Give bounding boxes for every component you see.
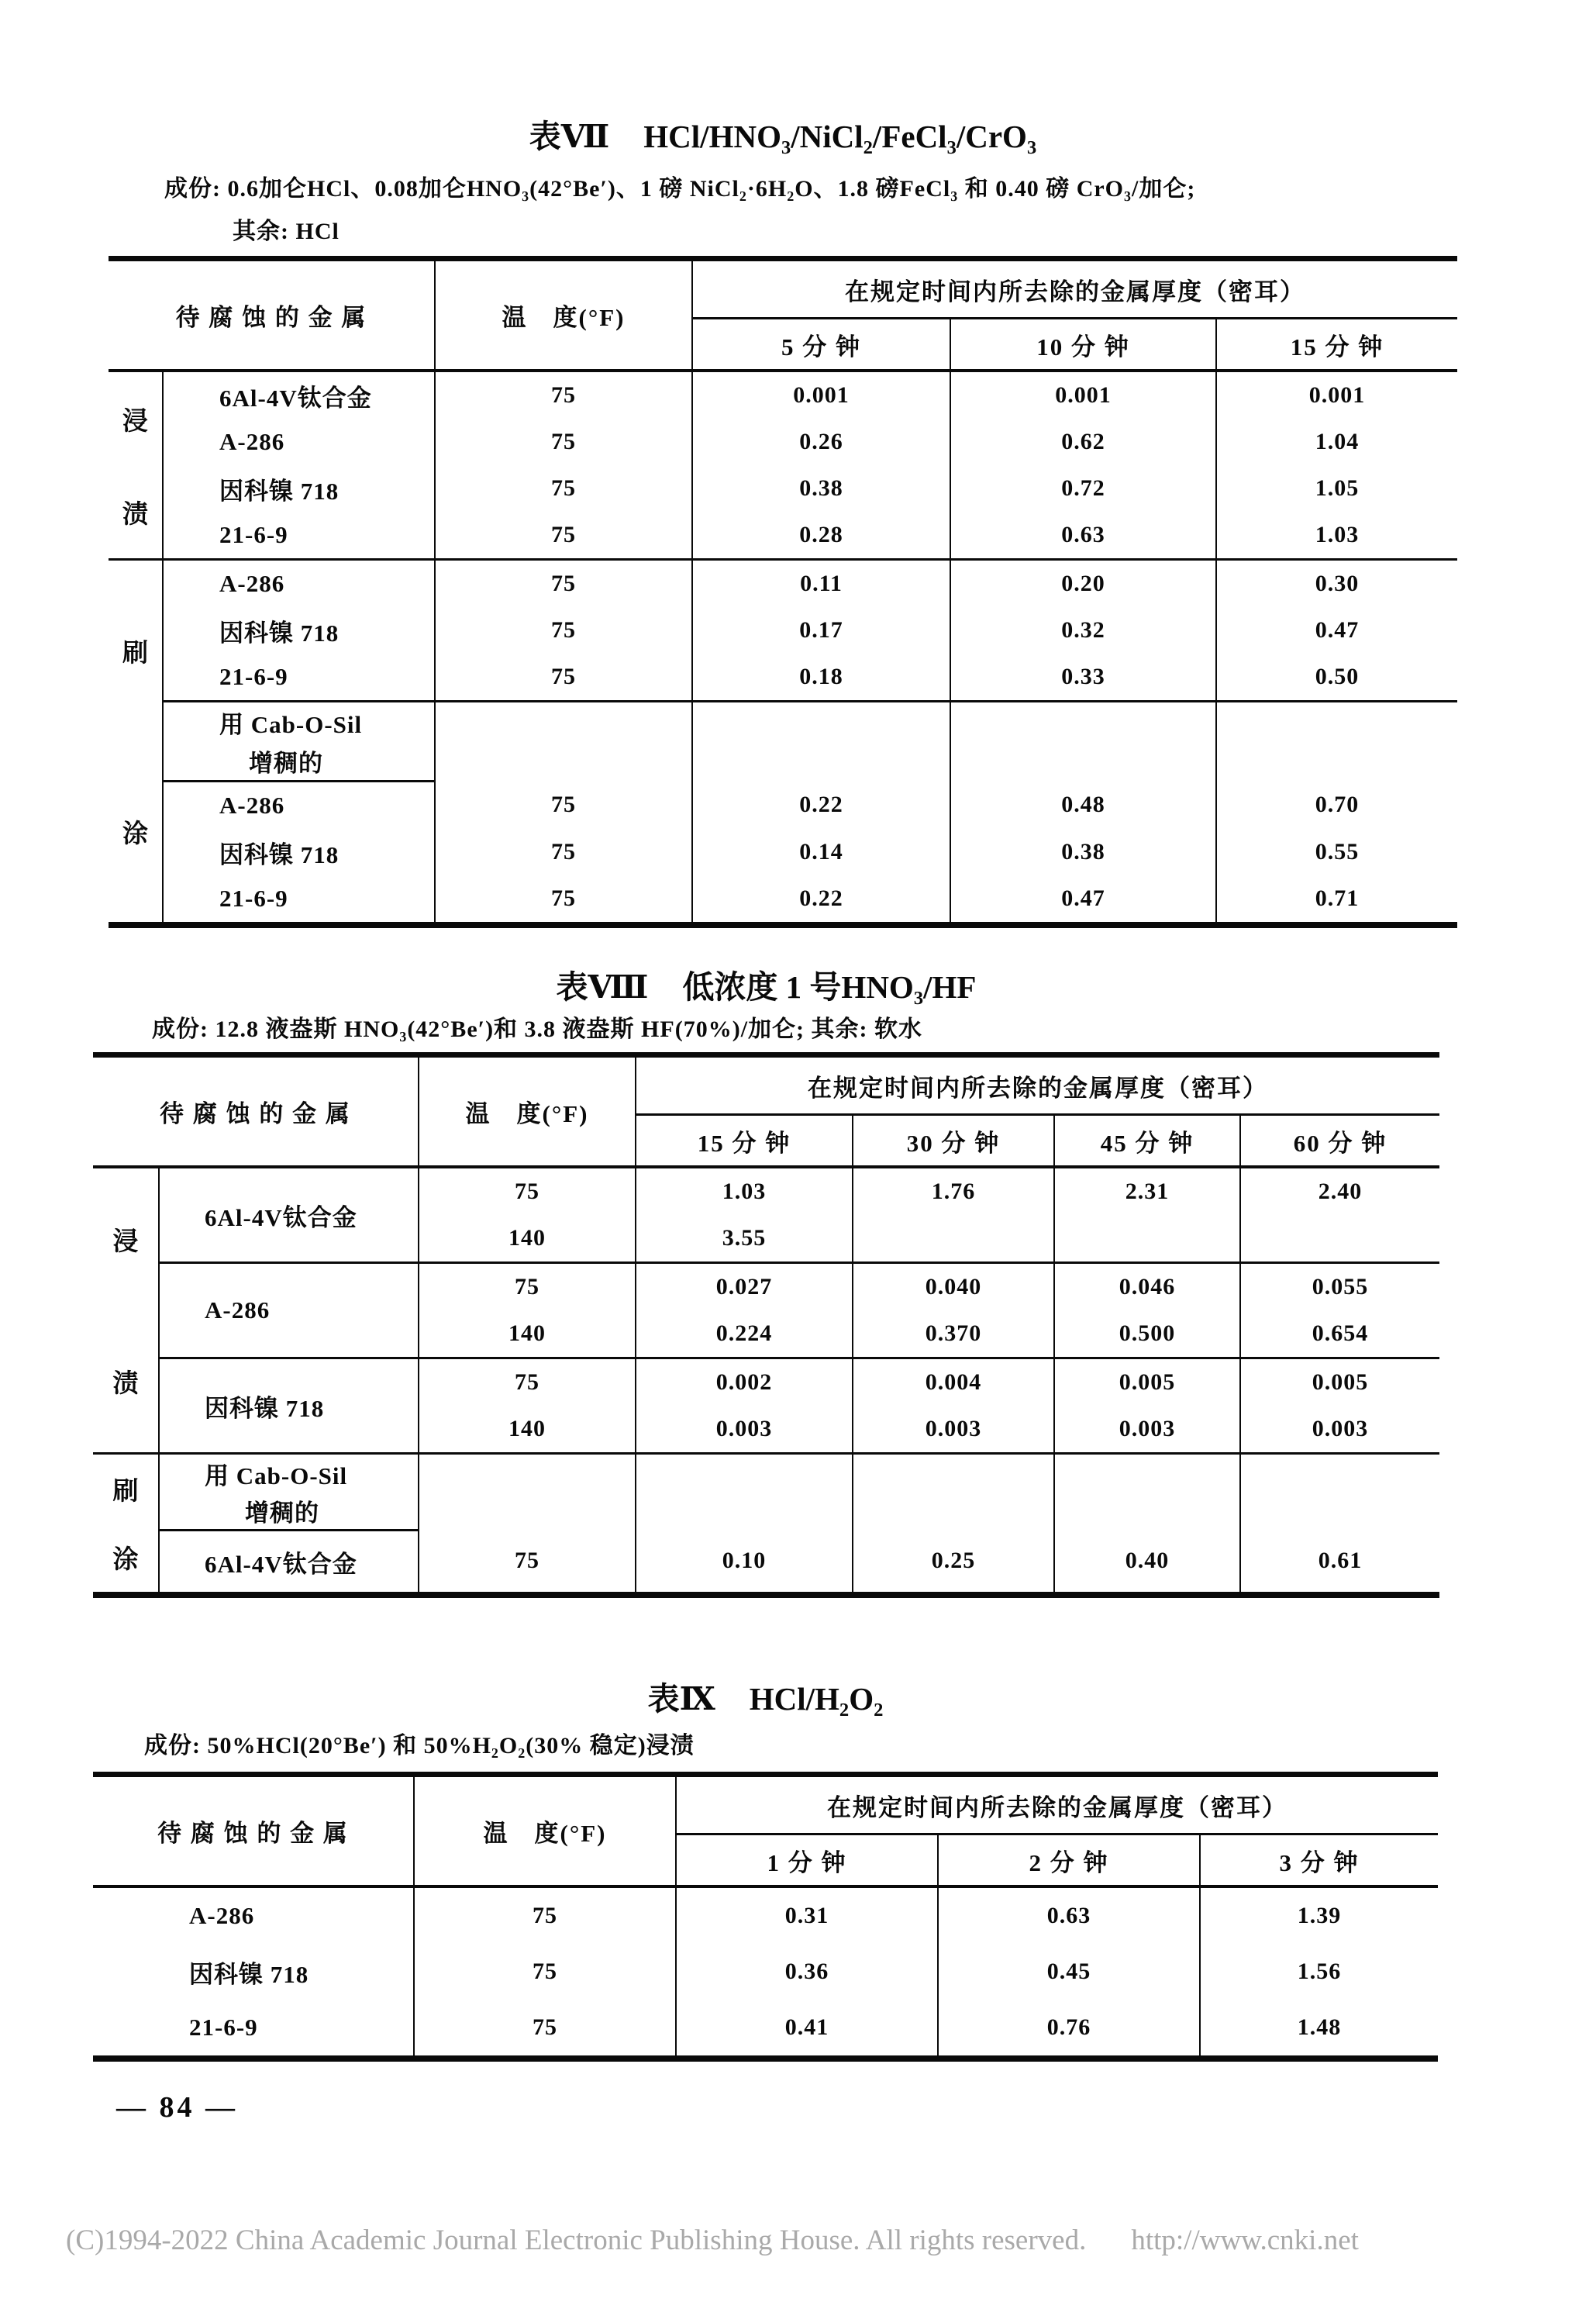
temperature-cell: 75: [414, 1886, 676, 1944]
column-header-time: 2 分 钟: [938, 1834, 1200, 1887]
metal-name-cell: 21-6-9: [163, 512, 435, 560]
metal-name-cell: 因科镍 718: [159, 1358, 419, 1454]
temperature-cell: 75: [435, 607, 692, 654]
column-header-time: 15 分 钟: [1290, 333, 1384, 361]
value-cell: 0.71: [1315, 885, 1360, 911]
value-cell: 0.61: [1318, 1548, 1363, 1574]
value-cell: 0.500: [1054, 1310, 1240, 1358]
column-header-temperature: 温 度(°F): [414, 1775, 676, 1887]
value-cell: 0.004: [853, 1358, 1054, 1406]
value-cell: [692, 702, 950, 742]
value-cell: 0.31: [676, 1886, 938, 1944]
column-header-time: 60 分 钟: [1293, 1129, 1387, 1157]
value-cell: 0.70: [1315, 792, 1360, 818]
value-cell: 0.55: [1315, 839, 1360, 865]
value-cell: 0.41: [676, 2000, 938, 2059]
table-row: [109, 465, 1457, 512]
group-label-char: 渍: [122, 500, 148, 529]
value-cell: 0.003: [636, 1406, 853, 1454]
value-cell: 0.63: [938, 1886, 1200, 1944]
value-cell: 0.001: [692, 371, 950, 419]
temperature-cell: 140: [419, 1406, 636, 1454]
value-cell: 0.654: [1312, 1320, 1369, 1346]
table-viii-formula: 低浓度 1 号HNO₃/HF: [682, 969, 977, 1005]
value-cell: 0.45: [938, 1944, 1200, 2000]
table-row: [109, 702, 1457, 742]
temperature-cell: 75: [435, 654, 692, 702]
value-cell: [1240, 1215, 1439, 1263]
value-cell: [1054, 1454, 1240, 1493]
temperature-cell: 75: [435, 875, 692, 925]
table-row: [109, 419, 1457, 465]
group-label-char: 刷: [122, 640, 148, 668]
page-number: — 84 —: [116, 2091, 238, 2124]
group-label-char: 涂: [112, 1546, 139, 1575]
temperature-cell: 75: [435, 371, 692, 419]
table-ix-title: [93, 1673, 1438, 1719]
column-header-temperature: 温 度(°F): [435, 259, 692, 371]
column-header-time: 10 分 钟: [950, 319, 1216, 371]
value-cell: 0.30: [1216, 560, 1457, 608]
column-header-time: 15 分 钟: [636, 1115, 853, 1168]
group-label-char: 涂: [122, 820, 148, 848]
value-cell: 0.47: [1315, 617, 1360, 643]
table-ix-number: 表Ⅸ: [647, 1681, 715, 1717]
temperature-cell: 75: [419, 1263, 636, 1311]
table-row: [93, 1492, 1439, 1531]
table-vii-body: [109, 371, 1457, 925]
table-viii-title: [93, 961, 1439, 1007]
value-cell: 0.14: [692, 829, 950, 875]
value-cell: 0.055: [1240, 1263, 1439, 1311]
table-row: [93, 1167, 1439, 1215]
row-group-label: [109, 560, 163, 926]
value-cell: [853, 1215, 1054, 1263]
table-row: [109, 560, 1457, 608]
value-cell: 1.04: [1315, 429, 1360, 454]
value-cell: 1.56: [1297, 1959, 1342, 1984]
table-row: [109, 741, 1457, 782]
metal-name-cell: 21-6-9: [93, 2000, 414, 2059]
table-row: [93, 1531, 1439, 1596]
value-cell: [692, 741, 950, 782]
table-vii: [109, 256, 1457, 928]
table-row: [93, 1886, 1438, 1944]
column-header-time: 30 分 钟: [853, 1115, 1054, 1168]
temperature-cell: 75: [414, 2000, 676, 2059]
value-cell: [950, 741, 1216, 782]
metal-name-cell: 6Al-4V钛合金: [163, 371, 435, 419]
value-cell: 0.33: [950, 654, 1216, 702]
value-cell: 0.003: [1054, 1406, 1240, 1454]
metal-name-cell: A-286: [163, 782, 435, 830]
value-cell: 1.03: [1315, 522, 1360, 547]
value-cell: 0.027: [636, 1263, 853, 1311]
value-cell: 0.18: [692, 654, 950, 702]
column-header-metal: 待 腐 蚀 的 金 属: [93, 1775, 414, 1887]
value-cell: [853, 1492, 1054, 1531]
group-label-char: 渍: [112, 1370, 139, 1398]
table-row: [109, 782, 1457, 830]
value-cell: [1054, 1492, 1240, 1531]
column-header-thickness-removed: 在规定时间内所去除的金属厚度（密耳）: [692, 259, 1457, 319]
table-row: [109, 512, 1457, 560]
value-cell: 2.31: [1054, 1167, 1240, 1215]
temperature-cell: 75: [435, 465, 692, 512]
row-group-label: [109, 371, 163, 560]
value-cell: 0.002: [636, 1358, 853, 1406]
value-cell: [1216, 741, 1457, 782]
value-cell: 0.28: [692, 512, 950, 560]
temperature-cell: [435, 702, 692, 742]
value-cell: 0.22: [692, 782, 950, 830]
value-cell: 0.63: [950, 512, 1216, 560]
table-viii-header: [93, 1055, 1439, 1168]
temperature-cell: 75: [435, 782, 692, 830]
value-cell: 0.005: [1054, 1358, 1240, 1406]
metal-name-cell: 21-6-9: [163, 654, 435, 702]
value-cell: 2.40: [1318, 1179, 1363, 1204]
value-cell: 1.03: [636, 1167, 853, 1215]
value-cell: 0.32: [950, 607, 1216, 654]
value-cell: 0.76: [938, 2000, 1200, 2059]
metal-name-cell: 21-6-9: [163, 875, 435, 925]
table-vii-title: [109, 111, 1457, 157]
copyright-url: http://www.cnki.net: [1131, 2224, 1359, 2256]
metal-name-cell: 用 Cab-O-Sil: [159, 1454, 419, 1493]
table-row: [109, 371, 1457, 419]
value-cell: 0.47: [950, 875, 1216, 925]
temperature-cell: 75: [435, 829, 692, 875]
value-cell: 0.48: [950, 782, 1216, 830]
value-cell: 0.25: [853, 1531, 1054, 1596]
column-header-time: 1 分 钟: [676, 1834, 938, 1887]
metal-name-cell: 6Al-4V钛合金: [159, 1531, 419, 1596]
temperature-cell: [435, 741, 692, 782]
table-row: [109, 654, 1457, 702]
column-header-time: 45 分 钟: [1054, 1115, 1240, 1168]
temperature-cell: 75: [419, 1358, 636, 1406]
value-cell: 1.76: [853, 1167, 1054, 1215]
metal-name-cell: 因科镍 718: [163, 607, 435, 654]
table-row: [109, 607, 1457, 654]
value-cell: [1240, 1454, 1439, 1493]
temperature-cell: 140: [419, 1215, 636, 1263]
temperature-cell: 75: [419, 1167, 636, 1215]
value-cell: 0.20: [950, 560, 1216, 608]
value-cell: [1240, 1492, 1439, 1531]
value-cell: 0.003: [853, 1406, 1054, 1454]
value-cell: 1.48: [1297, 2014, 1342, 2040]
table-ix-body: [93, 1886, 1438, 2059]
metal-name-cell: 增稠的: [159, 1492, 419, 1531]
table-row: [93, 1454, 1439, 1493]
value-cell: 0.10: [636, 1531, 853, 1596]
table-ix: [93, 1772, 1438, 2062]
value-cell: 0.001: [1308, 382, 1366, 408]
value-cell: 0.62: [950, 419, 1216, 465]
value-cell: 0.040: [853, 1263, 1054, 1311]
group-label-char: 浸: [112, 1228, 139, 1256]
metal-name-cell: A-286: [93, 1886, 414, 1944]
value-cell: [853, 1454, 1054, 1493]
metal-name-cell: 因科镍 718: [163, 829, 435, 875]
copyright-text: (C)1994-2022 China Academic Journal Electronic Publishing House. All rights reserved.: [66, 2224, 1087, 2256]
column-header-thickness-removed: 在规定时间内所去除的金属厚度（密耳）: [676, 1775, 1438, 1834]
row-group-label: [93, 1454, 159, 1596]
value-cell: 0.005: [1240, 1358, 1439, 1406]
table-ix-composition-line1: 成份: 50%HCl(20°Be′) 和 50%H₂O₂(30% 稳定)浸渍: [144, 1733, 695, 1758]
table-ix-header: [93, 1775, 1438, 1887]
value-cell: 0.11: [692, 560, 950, 608]
row-group-label: [93, 1167, 159, 1454]
value-cell: 0.72: [950, 465, 1216, 512]
value-cell: 0.50: [1315, 664, 1360, 689]
value-cell: 0.003: [1312, 1416, 1369, 1441]
column-header-time: 3 分 钟: [1279, 1848, 1360, 1876]
temperature-cell: [419, 1492, 636, 1531]
table-row: [93, 1944, 1438, 2000]
value-cell: 0.370: [853, 1310, 1054, 1358]
column-header-metal: 待 腐 蚀 的 金 属: [109, 259, 435, 371]
value-cell: [636, 1492, 853, 1531]
metal-name-cell: 增稠的: [163, 741, 435, 782]
table-vii-number: 表Ⅶ: [529, 119, 610, 154]
column-header-temperature: 温 度(°F): [419, 1055, 636, 1168]
table-row: [109, 829, 1457, 875]
value-cell: [1054, 1215, 1240, 1263]
value-cell: 0.38: [950, 829, 1216, 875]
table-vii-composition-line2: 其余: HCl: [233, 219, 340, 244]
temperature-cell: 75: [435, 512, 692, 560]
table-viii: [93, 1052, 1439, 1598]
table-vii-header: [109, 259, 1457, 371]
column-header-time: 5 分 钟: [692, 319, 950, 371]
metal-name-cell: 用 Cab-O-Sil: [163, 702, 435, 742]
metal-name-cell: 因科镍 718: [163, 465, 435, 512]
metal-name-cell: 因科镍 718: [93, 1944, 414, 2000]
metal-name-cell: A-286: [159, 1263, 419, 1358]
table-vii-composition-line1: 成份: 0.6加仑HCl、0.08加仑HNO₃(42°Be′)、1 磅 NiCl₂·6H₂O、1.8 磅FeCl₃ 和 0.40 磅 CrO₃/加仑;: [164, 176, 1196, 202]
metal-name-cell: A-286: [163, 419, 435, 465]
table-viii-composition-line1: 成份: 12.8 液盎斯 HNO₃(42°Be′)和 3.8 液盎斯 HF(70%)/加仑; 其余: 软水: [152, 1016, 923, 1042]
temperature-cell: 75: [414, 1944, 676, 2000]
value-cell: [1216, 702, 1457, 742]
copyright-footer: [66, 2224, 1359, 2257]
table-viii-number: 表Ⅷ: [556, 969, 649, 1005]
value-cell: [636, 1454, 853, 1493]
table-row: [109, 875, 1457, 925]
temperature-cell: [419, 1454, 636, 1493]
value-cell: 3.55: [636, 1215, 853, 1263]
metal-name-cell: A-286: [163, 560, 435, 608]
value-cell: 0.36: [676, 1944, 938, 2000]
table-row: [93, 2000, 1438, 2059]
value-cell: 0.046: [1054, 1263, 1240, 1311]
value-cell: 0.17: [692, 607, 950, 654]
column-header-thickness-removed: 在规定时间内所去除的金属厚度（密耳）: [636, 1055, 1439, 1115]
column-header-metal: 待 腐 蚀 的 金 属: [93, 1055, 419, 1168]
value-cell: 0.22: [692, 875, 950, 925]
temperature-cell: 75: [435, 419, 692, 465]
value-cell: 1.05: [1315, 475, 1360, 501]
temperature-cell: 75: [435, 560, 692, 608]
value-cell: 1.39: [1297, 1903, 1342, 1928]
value-cell: 0.224: [636, 1310, 853, 1358]
value-cell: 0.26: [692, 419, 950, 465]
value-cell: 0.001: [950, 371, 1216, 419]
temperature-cell: 140: [419, 1310, 636, 1358]
value-cell: 0.40: [1054, 1531, 1240, 1596]
group-label-char: 浸: [122, 407, 148, 436]
table-viii-body: [93, 1167, 1439, 1595]
table-ix-formula: HCl/H₂O₂: [749, 1681, 884, 1717]
table-vii-formula: HCl/HNO₃/NiCl₂/FeCl₃/CrO₃: [643, 119, 1037, 154]
table-row: [93, 1263, 1439, 1311]
value-cell: 0.38: [692, 465, 950, 512]
table-row: [93, 1358, 1439, 1406]
metal-name-cell: 6Al-4V钛合金: [159, 1167, 419, 1263]
temperature-cell: 75: [419, 1531, 636, 1596]
value-cell: [950, 702, 1216, 742]
group-label-char: 刷: [112, 1477, 139, 1506]
